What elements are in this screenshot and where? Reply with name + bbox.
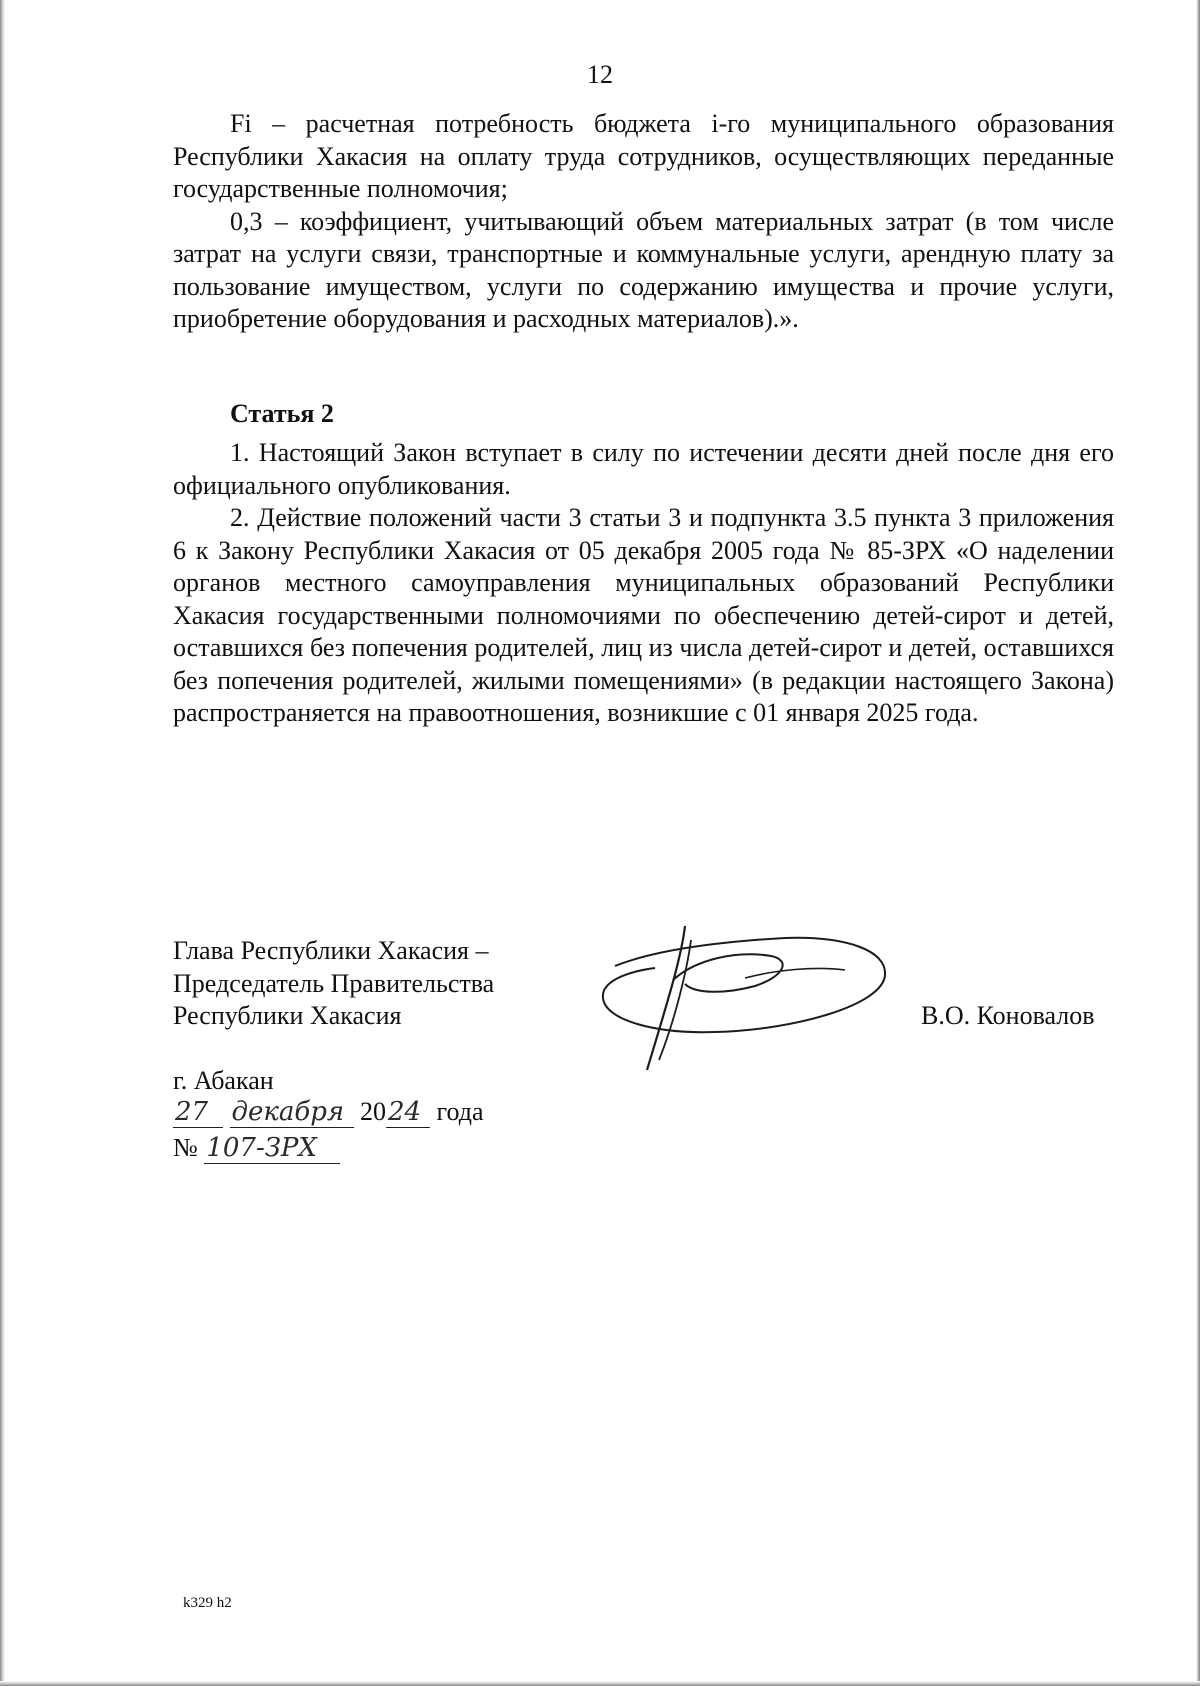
top-paragraphs bbox=[173, 108, 1114, 336]
scan-edge-right bbox=[1196, 0, 1200, 1686]
article-paragraphs bbox=[173, 437, 1114, 730]
number-symbol: № bbox=[173, 1133, 198, 1162]
footer-code: k329 h2 bbox=[183, 1595, 232, 1611]
paragraph-fi-definition: Fi – расчетная потребность бюджета i-го муниципального образования Республики Хакасия на оплату труда сотрудников, осуществляющих переданные государственные полномочия; bbox=[173, 109, 1114, 203]
signatory-title bbox=[173, 935, 494, 1033]
handwritten-signature bbox=[595, 920, 895, 1080]
signatory-title-line: Республики Хакасия bbox=[173, 1001, 402, 1030]
handwritten-day: 27 bbox=[173, 1097, 223, 1128]
year-prefix: 20 bbox=[360, 1097, 386, 1126]
article-heading: Статья 2 bbox=[230, 399, 334, 428]
scan-edge-left bbox=[0, 0, 5, 1686]
paragraph-applicability: 2. Действие положений части 3 статьи 3 и подпункта 3.5 пункта 3 приложения 6 к Закону Республики Хакасия от 05 декабря 2005 года № 85-ЗРХ «О наделении органов местного самоуправления муниципальных образований Республики Хакасия государственными полномочиями по обеспечению детей-сирот и детей, оставшихся без попечения родителей, лиц из числа детей-сирот и детей, оставшихся без попечения родителей, жилыми помещениями» (в редакции настоящего Закона) распространяется на правоотношения, возникшие с 01 января 2025 года. bbox=[173, 503, 1114, 727]
handwritten-month: декабря bbox=[230, 1097, 354, 1128]
signatory-name: В.О. Коновалов bbox=[921, 1001, 1095, 1030]
signing-date bbox=[173, 1097, 484, 1128]
law-number bbox=[173, 1133, 340, 1164]
handwritten-year: 24 bbox=[386, 1097, 430, 1128]
signatory-title-line: Председатель Правительства bbox=[173, 968, 495, 998]
paragraph-effective-date: 1. Настоящий Закон вступает в силу по истечении десяти дней после дня его официального опубликования. bbox=[173, 438, 1114, 500]
date-suffix: года bbox=[436, 1097, 484, 1126]
page-number: 12 bbox=[587, 60, 613, 89]
paragraph-coefficient: 0,3 – коэффициент, учитывающий объем материальных затрат (в том числе затрат на услуги связи, транспортные и коммунальные услуги, арендную плату за пользование имуществом, услуги по содержанию имущества и прочие услуги, приобретение оборудования и расходных материалов).». bbox=[173, 206, 1114, 333]
scan-edge-bottom bbox=[0, 1681, 1200, 1686]
place-of-signing: г. Абакан bbox=[173, 1066, 274, 1095]
handwritten-law-number: 107-ЗРХ bbox=[204, 1133, 340, 1164]
signatory-title-line: Глава Республики Хакасия – bbox=[173, 936, 489, 965]
